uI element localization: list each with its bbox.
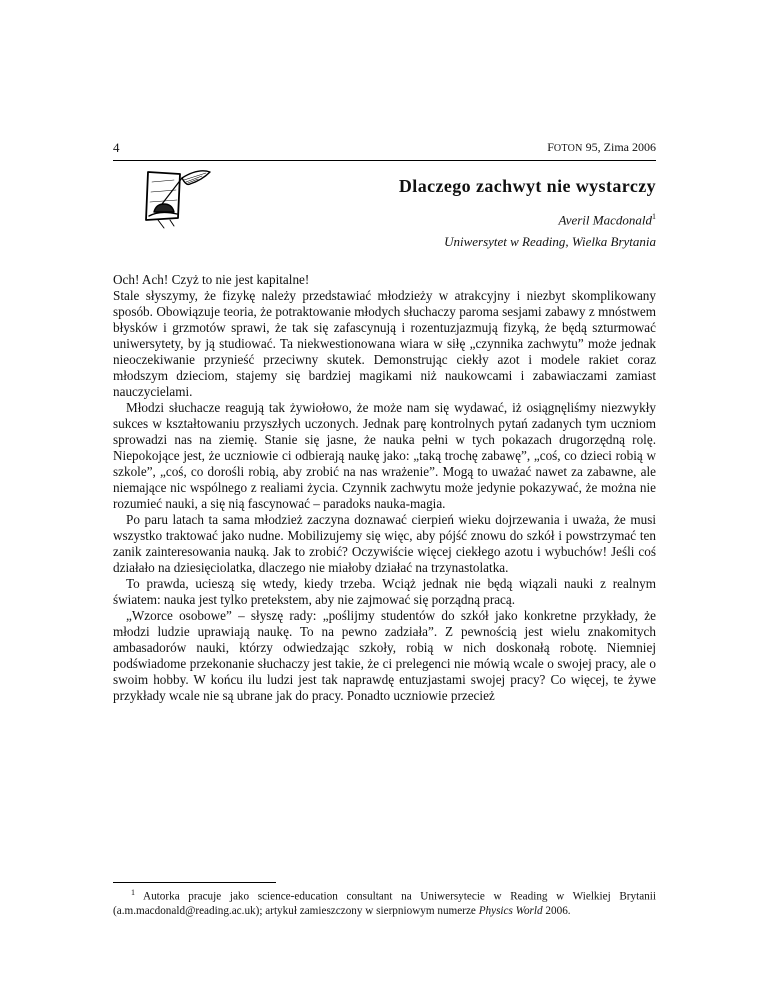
issue-info: 95, Zima 2006	[582, 140, 656, 154]
footnote	[113, 886, 656, 918]
footnote-rule	[113, 882, 276, 883]
header-rule	[113, 160, 656, 161]
article-body	[113, 272, 656, 704]
author-line	[558, 212, 656, 228]
footnote-year: 2006.	[542, 904, 571, 917]
running-header	[547, 140, 656, 155]
body-paragraph: Młodzi słuchacze reagują tak żywiołowo, że może nam się wydawać, iż osiągnęliśmy niezwykły sukces w kształtowaniu przyszłych uczonych. Jednak parę kontrolnych pytań zadanych tym uczniom sprowadzi nas na ziemię. Stanie się jasne, że nauka pełni w tych pokazach drugorzędną rolę. Niepokojące jest, że uczniowie ci odbierają naukę jako: „taką trochę zabawę”, „coś, co dzieci robią w szkole”, „coś, co dorośli robią, aby zrobić na nas wrażenie”. Mogą to uważać nawet za zabawne, ale niemające nic wspólnego z realiami życia. Czynnik zachwytu może jedynie pokazywać, że można nie rozumieć nauki, a się nią fascynować – paradoks nauka-magia.	[113, 400, 656, 511]
article-title: Dlaczego zachwyt nie wystarczy	[398, 176, 656, 196]
body-paragraph: Po paru latach ta sama młodzież zaczyna doznawać cierpień wieku dojrzewania i uważa, że musi wszystko traktować jako nudne. Mobilizujemy się więc, aby pójść znowu do szkół i powstrzymać ten zanik zainteresowania nauką. Jak to zrobić? Oczywiście więcej ciekłego azotu i wybuchów! Jeśli coś działało na dziesięciolatka, dlaczego nie miałoby działać na trzynastolatka.	[113, 512, 656, 575]
body-paragraph: To prawda, ucieszą się wtedy, kiedy trzeba. Wciąż jednak nie będą wiązali nauki z realnym światem: nauka jest tylko pretekstem, aby nie zajmować się porządną pracą.	[113, 576, 656, 607]
footnote-text: Autorka pracuje jako science-education consultant na Uniwersytecie w Reading w Wielkiej Brytanii (a.m.macdonald@reading.ac.uk); artykuł zamieszczony w sierpniowym numerze	[113, 890, 656, 917]
footnote-mark: 1	[131, 888, 135, 897]
inkwell-quill-icon	[140, 170, 240, 230]
body-paragraph: „Wzorce osobowe” – słyszę rady: „poślijmy studentów do szkół jako konkretne przykłady, że młodzi ludzie uprawiają naukę. To na pewno zadziała”. Z pewnością jest wielu znakomitych ambasadorów nauki, którzy odwiedzając szkoły, robią w nich doskonałą robotę. Niemniej podświadome przekonanie słuchaczy jest takie, że ci prelegenci nie mówią wcale o swojej pracy, ale o swoim hobby. W końcu ilu ludzi jest tak naprawdę entuzjastami swojej pracy? Co więcej, te żywe przykłady wcale nie są ubrane jak do pracy. Ponadto uczniowie przecież	[113, 608, 656, 703]
body-paragraph: Och! Ach! Czyż to nie jest kapitalne!	[113, 272, 310, 287]
author-affiliation: Uniwersytet w Reading, Wielka Brytania	[444, 234, 656, 249]
body-paragraph: Stale słyszymy, że fizykę należy przedstawiać młodzieży w atrakcyjny i niezbyt skomplikowany sposób. Obowiązuje teoria, że potraktowanie młodych słuchaczy paroma sesjami zabawy z mnóstwem błysków i grzmotów sprawi, że tak się zafascynują i rozentuzjazmują fizyką, że będą szturmować uniwersytety, by ją studiować. Ta niekwestionowana wiara w siłę „czynnika zachwytu” może jednak nieoczekiwanie przynieść przeciwny skutek. Demonstrując ciekły azot i modele rakiet coraz młodszym dzieciom, stajemy się bardziej magikami niż naukowcami i zabawiaczami zamiast nauczycielami.	[113, 288, 656, 399]
journal-initial: F	[547, 140, 554, 154]
author-name: Averil Macdonald	[558, 212, 652, 228]
page-number: 4	[113, 140, 120, 155]
author-footnote-mark: 1	[652, 212, 656, 221]
journal-name-rest: OTON	[553, 143, 583, 154]
footnote-journal-title: Physics World	[478, 904, 543, 917]
